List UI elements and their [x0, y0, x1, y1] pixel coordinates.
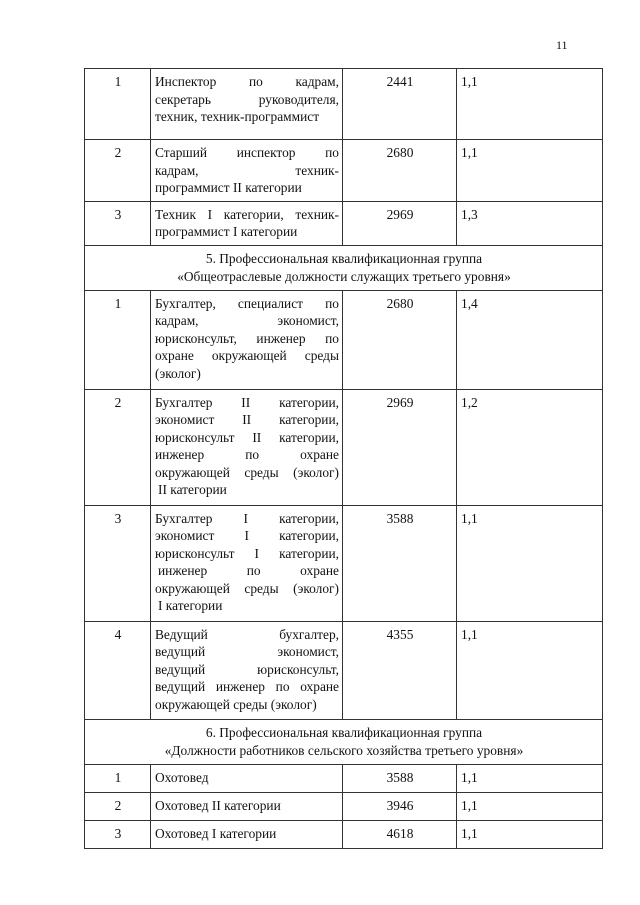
row-number: 2 [85, 140, 151, 202]
position-name-line: экономист I категории, [155, 528, 339, 543]
coefficient-value: 1,3 [457, 201, 603, 245]
group-title-cell [85, 245, 603, 290]
salary-value: 3946 [343, 792, 457, 820]
table-row [85, 389, 603, 505]
position-name-line: техник, техник-программист [155, 109, 320, 124]
row-number: 3 [85, 201, 151, 245]
group-title-line1: 5. Профессиональная квалификационная группа [205, 250, 483, 266]
row-number: 2 [85, 389, 151, 505]
position-name-line: Техник I категории, техник- [155, 206, 339, 222]
row-number: 1 [85, 69, 151, 140]
salary-value: 2969 [343, 389, 457, 505]
position-name-line: окружающей среды (эколог) [155, 696, 317, 712]
table-row [85, 621, 603, 719]
salary-value: 2680 [343, 290, 457, 389]
row-number: 1 [85, 290, 151, 389]
group-title-line2: «Общеотраслевые должности служащих третьего уровня» [177, 268, 511, 284]
position-name-line: Ведущий бухгалтер, [155, 626, 339, 642]
table-row [85, 140, 603, 202]
position-name-line: Охотовед [155, 769, 209, 785]
coefficient-value: 1,1 [457, 140, 603, 202]
table-row [85, 505, 603, 621]
salary-value: 2680 [343, 140, 457, 202]
position-name [151, 389, 343, 505]
position-name-line: ведущий юрисконсульт, [155, 661, 339, 677]
coefficient-value: 1,1 [457, 820, 603, 848]
position-name-line: программист I категории [155, 224, 298, 239]
table-row [85, 69, 603, 140]
coefficient-value: 1,1 [457, 621, 603, 719]
position-name-line: юрисконсульт II категории, [155, 429, 339, 445]
position-name [151, 621, 343, 719]
position-name-line: Старший инспектор по [155, 145, 339, 160]
group-header-row [85, 245, 603, 290]
position-name-line: кадрам, экономист, [155, 313, 339, 328]
position-name-line: инженер по охране [158, 563, 339, 578]
position-name [151, 820, 343, 848]
position-name-line: экономист II категории, [155, 412, 339, 427]
group-header-row [85, 719, 603, 764]
salary-value: 3588 [343, 764, 457, 792]
position-name [151, 201, 343, 245]
position-name [151, 792, 343, 820]
salary-value: 2441 [343, 69, 457, 140]
coefficient-value: 1,1 [457, 505, 603, 621]
position-name [151, 69, 343, 140]
coefficient-value: 1,1 [457, 792, 603, 820]
position-name-line: ведущий экономист, [155, 644, 339, 659]
salary-value: 2969 [343, 201, 457, 245]
row-number: 4 [85, 621, 151, 719]
position-name [151, 764, 343, 792]
coefficient-value: 1,2 [457, 389, 603, 505]
position-name [151, 505, 343, 621]
table-body [85, 69, 603, 849]
row-number: 3 [85, 505, 151, 621]
position-name [151, 290, 343, 389]
position-name-line: Инспектор по кадрам, [155, 74, 339, 89]
position-name-line: инженер по охране [155, 447, 339, 462]
salary-table [84, 68, 603, 849]
position-name-line: юрисконсульт I категории, [155, 545, 339, 561]
coefficient-value: 1,1 [457, 764, 603, 792]
position-name [151, 140, 343, 202]
salary-value: 4355 [343, 621, 457, 719]
position-name-line: охране окружающей среды [155, 348, 339, 363]
table-row [85, 820, 603, 848]
position-name-line: окружающей среды (эколог) [155, 464, 339, 480]
page-number: 11 [556, 38, 568, 52]
position-name-line: Охотовед II категории [155, 797, 281, 813]
table-row [85, 792, 603, 820]
table-row [85, 764, 603, 792]
position-name-line: Бухгалтер, специалист по [155, 295, 339, 311]
salary-value: 4618 [343, 820, 457, 848]
row-number: 1 [85, 764, 151, 792]
position-name-line: кадрам, техник- [155, 162, 339, 178]
position-name-line: I категории [158, 598, 223, 613]
salary-value: 3588 [343, 505, 457, 621]
position-name-line: юрисконсульт, инженер по [155, 330, 339, 346]
group-title-cell [85, 719, 603, 764]
table-row [85, 201, 603, 245]
position-name-line: программист II категории [155, 180, 302, 195]
position-name-line: Охотовед I категории [155, 825, 277, 841]
group-title-line2: «Должности работников сельского хозяйства третьего уровня» [164, 742, 524, 758]
position-name-line: Бухгалтер II категории, [155, 394, 339, 410]
table-row [85, 290, 603, 389]
row-number: 3 [85, 820, 151, 848]
row-number: 2 [85, 792, 151, 820]
position-name-line: секретарь руководителя, [155, 91, 339, 107]
position-name-line: (эколог) [155, 365, 201, 381]
coefficient-value: 1,1 [457, 69, 603, 140]
position-name-line: окружающей среды (эколог) [155, 580, 339, 596]
position-name-line: II категории [158, 482, 227, 497]
position-name-line: ведущий инженер по охране [155, 679, 339, 694]
group-title-line1: 6. Профессиональная квалификационная группа [205, 724, 483, 740]
position-name-line: Бухгалтер I категории, [155, 510, 339, 526]
coefficient-value: 1,4 [457, 290, 603, 389]
